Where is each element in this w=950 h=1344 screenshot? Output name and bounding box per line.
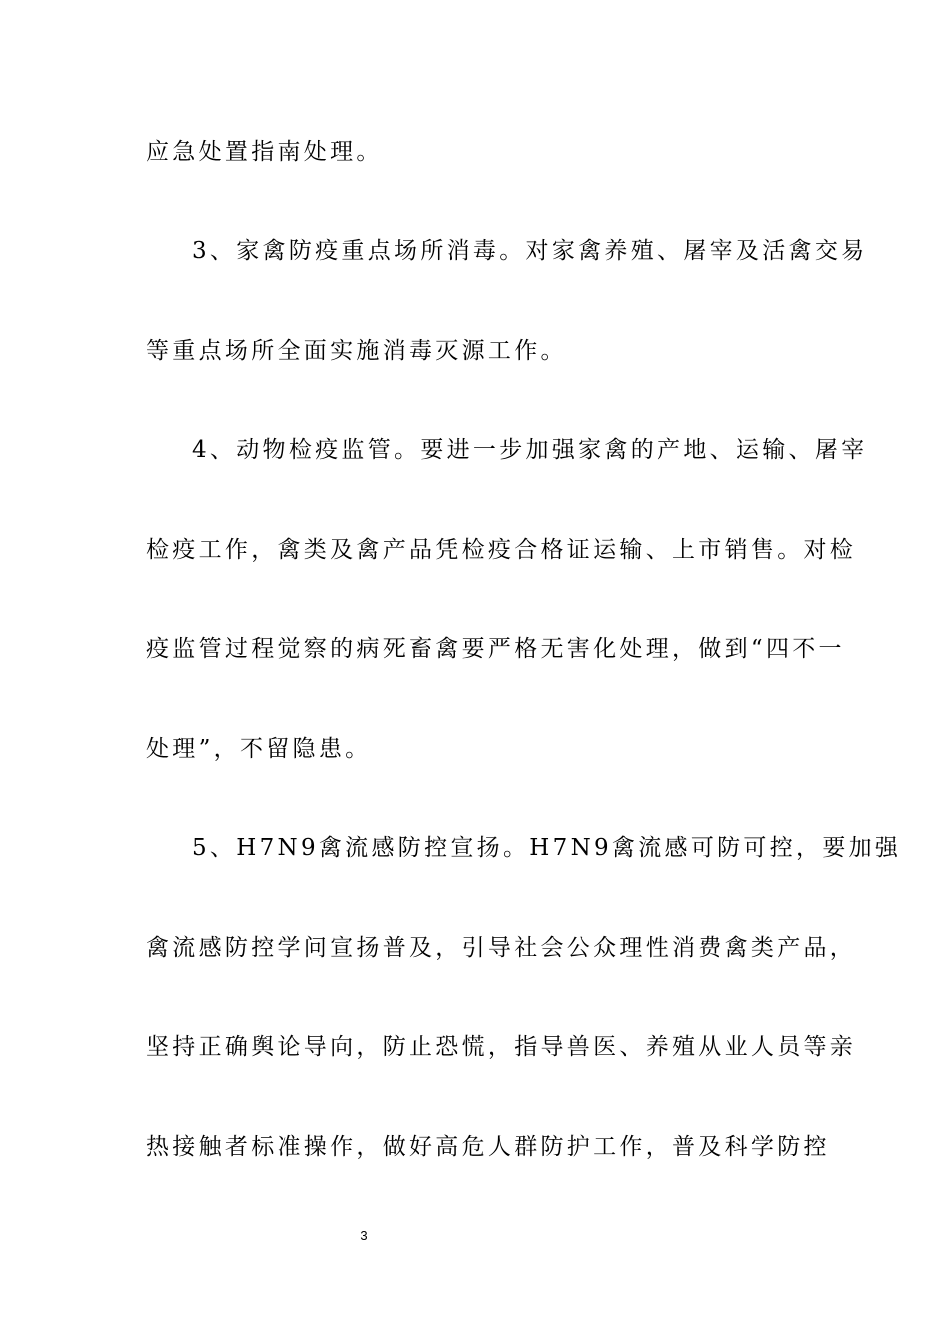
paragraph-line: 热接触者标准操作，做好高危人群防护工作，普及科学防控 — [146, 1134, 830, 1160]
section-4-heading-line: 4、动物检疫监管。要进一步加强家禽的产地、运输、屠宰 — [192, 437, 868, 463]
paragraph-line: 应急处置指南处理。 — [146, 139, 383, 165]
paragraph-line: 等重点场所全面实施消毒灭源工作。 — [146, 338, 567, 364]
section-5-heading-line: 5、H7N9禽流感防控宣扬。H7N9禽流感可防可控，要加强 — [192, 835, 902, 861]
paragraph-line: 禽流感防控学问宣扬普及，引导社会公众理性消费禽类产品， — [146, 935, 857, 961]
paragraph-line: 坚持正确舆论导向，防止恐慌，指导兽医、养殖从业人员等亲 — [146, 1034, 857, 1060]
page-number: 3 — [360, 1228, 368, 1243]
paragraph-line: 处理”，不留隐患。 — [146, 736, 372, 762]
section-3-heading-line: 3、家禽防疫重点场所消毒。对家禽养殖、屠宰及活禽交易 — [192, 238, 868, 264]
paragraph-line: 疫监管过程觉察的病死畜禽要严格无害化处理，做到“四不一 — [146, 636, 845, 662]
paragraph-line: 检疫工作，禽类及禽产品凭检疫合格证运输、上市销售。对检 — [146, 537, 857, 563]
